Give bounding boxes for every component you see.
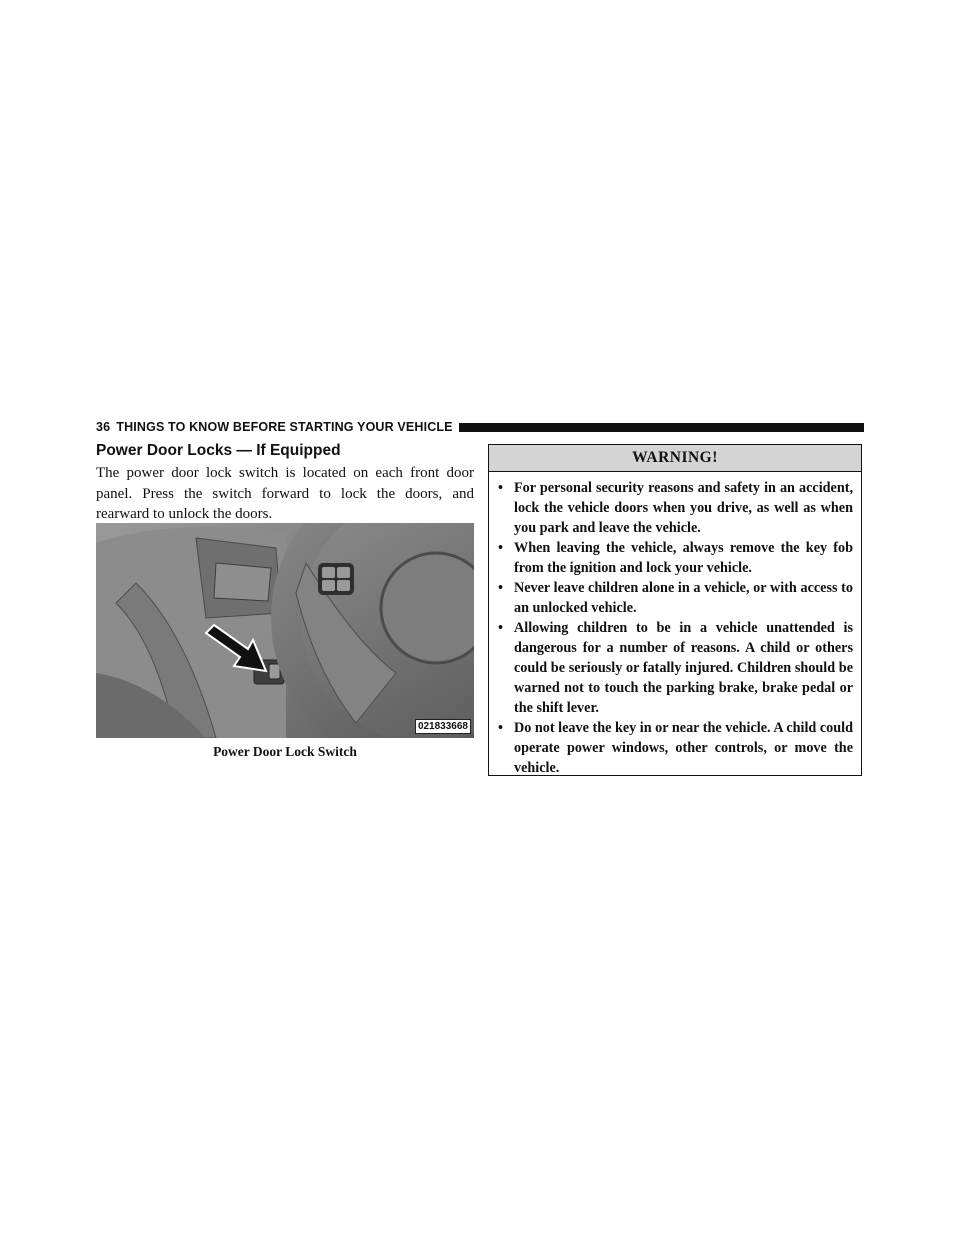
warning-item	[498, 618, 853, 718]
header-rule	[459, 423, 864, 432]
door-lock-switch-photo	[96, 523, 474, 738]
section-heading: Power Door Locks — If Equipped	[96, 442, 341, 459]
warning-title: WARNING!	[489, 445, 861, 472]
warning-list	[489, 478, 861, 778]
bullet-icon: •	[498, 480, 503, 496]
page-header	[96, 418, 864, 436]
warning-item	[498, 578, 853, 618]
figure-caption: Power Door Lock Switch	[213, 744, 357, 759]
warning-item-text: Allowing children to be in a vehicle unattended is dangerous for a number of reasons. A child or others could be seriously or fatally injured. Children should be warned not to touch the parking brake, brake pedal or the shift lever.	[514, 620, 853, 716]
left-column	[96, 442, 474, 525]
figure-id-label: 021833668	[415, 719, 471, 734]
warning-item-text: For personal security reasons and safety in an accident, lock the vehicle doors when you drive, as well as when you park and leave the vehicle.	[514, 480, 853, 536]
warning-item-text: When leaving the vehicle, always remove the key fob from the ignition and lock your vehicle.	[514, 540, 853, 576]
warning-item	[498, 538, 853, 578]
door-panel-illustration	[96, 523, 474, 738]
page-number: 36	[96, 420, 111, 434]
warning-item	[498, 718, 853, 778]
bullet-icon: •	[498, 620, 503, 636]
bullet-icon: •	[498, 720, 503, 736]
bullet-icon: •	[498, 580, 503, 596]
warning-box	[488, 444, 862, 776]
warning-item-text: Never leave children alone in a vehicle, or with access to an unlocked vehicle.	[514, 580, 853, 616]
section-title: THINGS TO KNOW BEFORE STARTING YOUR VEHICLE	[116, 420, 453, 434]
body-paragraph: The power door lock switch is located on each front door panel. Press the switch forward to lock the doors, and rearward to unlock the doors.	[96, 465, 474, 522]
warning-item-text: Do not leave the key in or near the vehicle. A child could operate power windows, other controls, or move the vehicle.	[514, 720, 853, 776]
bullet-icon: •	[498, 540, 503, 556]
warning-item	[498, 478, 853, 538]
